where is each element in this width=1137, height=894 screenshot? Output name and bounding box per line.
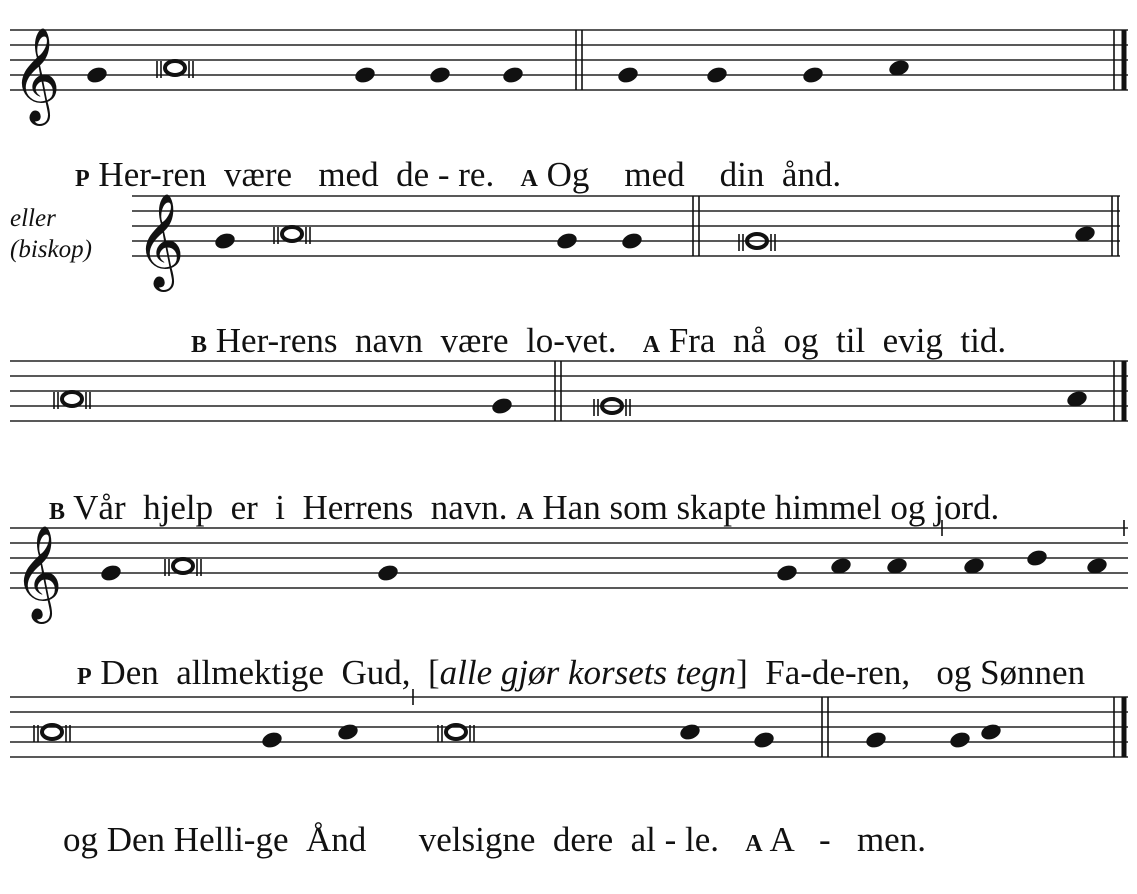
lyric-line-3 [14, 455, 999, 560]
lyric-text: Her-ren være med de - re. [89, 155, 495, 194]
treble-clef-icon: 𝄞 [12, 27, 61, 122]
treble-clef-icon: 𝄞 [136, 193, 185, 288]
note-head [260, 730, 284, 750]
margin-note-line-2: (biskop) [10, 236, 92, 264]
note-head [948, 730, 972, 750]
note-head [1025, 548, 1049, 568]
lyric-line-5 [28, 787, 926, 892]
lyric-text: Her-rens navn være lo-vet. [207, 321, 617, 360]
role-label: A [520, 166, 538, 192]
note-head [213, 231, 237, 251]
lyric-line-4 [42, 620, 1085, 725]
margin-note-line-1: eller [10, 205, 56, 232]
role-label: A [745, 831, 763, 857]
lyric-text: Vår hjelp er i Herrens navn. [65, 488, 508, 527]
lyric-text: Fra nå og til evig tid. [660, 321, 1007, 360]
note-head [428, 65, 452, 85]
lyric-text: Den allmektige Gud, [ [91, 653, 440, 692]
treble-clef-icon: 𝄞 [14, 525, 63, 620]
note-head [752, 730, 776, 750]
role-label: A [642, 332, 661, 358]
note-head [678, 722, 702, 742]
note-head [801, 65, 825, 85]
lyric-text: ] Fa-de-ren, og Sønnen [736, 653, 1086, 692]
role-label: P [75, 166, 90, 192]
note-head [620, 231, 644, 251]
note-head [979, 722, 1003, 742]
role-label: B [49, 499, 66, 525]
role-label: B [191, 332, 208, 358]
role-label: A [516, 499, 534, 525]
note-head [616, 65, 640, 85]
role-label: P [77, 664, 92, 690]
lyric-text: A - men. [762, 820, 926, 859]
note-head [376, 563, 400, 583]
note-head [555, 231, 579, 251]
lyric-text: og Den Helli-ge Ånd velsigne dere al - le. [63, 820, 720, 859]
note-head [705, 65, 729, 85]
breve-note [594, 399, 630, 416]
note-head [775, 563, 799, 583]
note-head [85, 65, 109, 85]
note-head [353, 65, 377, 85]
lyric-line-1 [40, 122, 841, 227]
lyric-line-2 [156, 288, 1006, 393]
note-head [336, 722, 360, 742]
note-head [864, 730, 888, 750]
lyric-text: Han som skapte himmel og jord. [533, 488, 1000, 527]
note-head [501, 65, 525, 85]
note-head [99, 563, 123, 583]
breve-note [739, 234, 775, 251]
lyric-text: Og med din ånd. [537, 155, 842, 194]
rubric-instruction: alle gjør korsets tegn [439, 653, 737, 692]
note-head [490, 396, 514, 416]
